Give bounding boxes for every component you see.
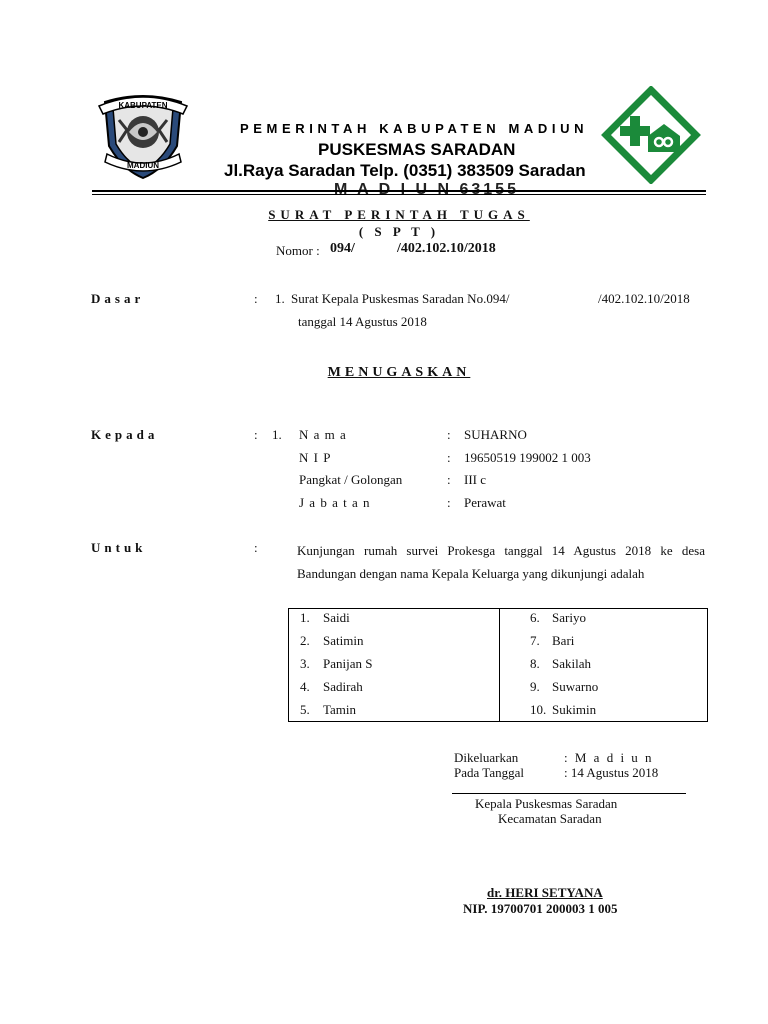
family-no: 2. — [300, 633, 310, 648]
family-name: Sakilah — [552, 656, 591, 671]
family-no: 3. — [300, 656, 310, 671]
family-name: Sukimin — [552, 702, 597, 717]
signer-nip: NIP. 19700701 200003 1 005 — [463, 901, 618, 916]
institution-name: PUSKESMAS SARADAN — [318, 140, 516, 159]
header-rule-thick — [92, 190, 706, 192]
government-name: PEMERINTAH KABUPATEN MADIUN — [240, 121, 589, 136]
field-colon: : — [447, 472, 451, 487]
kabupaten-madiun-emblem-icon — [93, 88, 193, 180]
field-label-pangkat: Pangkat / Golongan — [299, 472, 403, 487]
family-no: 7. — [530, 633, 540, 648]
family-no: 4. — [300, 679, 310, 694]
document-subtitle: ( S P T ) — [358, 224, 440, 239]
document-title: SURAT PERINTAH TUGAS — [268, 207, 530, 222]
dasar-text-a: Surat Kepala Puskesmas Saradan No.094/ — [291, 291, 510, 306]
nomor-part1: 094/ — [330, 241, 355, 256]
field-label-nip: N I P — [299, 450, 332, 465]
dasar-text-line2: tanggal 14 Agustus 2018 — [298, 314, 427, 329]
family-no: 10. — [530, 702, 547, 717]
family-table — [288, 608, 708, 722]
signer-position-line1: Kepala Puskesmas Saradan — [475, 796, 618, 811]
date-value: : 14 Agustus 2018 — [564, 765, 659, 780]
field-value-nama: SUHARNO — [464, 427, 527, 442]
kepada-label: Kepada — [91, 427, 159, 442]
dasar-text-b: /402.102.10/2018 — [598, 291, 690, 306]
signature-rule — [452, 793, 686, 794]
field-colon: : — [447, 450, 451, 465]
issued-value: : M a d i u n — [564, 750, 654, 765]
family-no: 6. — [530, 610, 540, 625]
dasar-colon: : — [254, 291, 258, 306]
field-value-pangkat: III c — [464, 472, 487, 487]
family-name: Panijan S — [323, 656, 373, 671]
nomor-part2: /402.102.10/2018 — [397, 241, 496, 256]
menugaskan-heading: MENUGASKAN — [327, 365, 471, 380]
family-name: Bari — [552, 633, 575, 648]
table-divider — [499, 609, 500, 721]
institution-address: Jl.Raya Saradan Telp. (0351) 383509 Saradan — [224, 161, 586, 180]
untuk-label: Untuk — [91, 540, 147, 555]
family-name: Sadirah — [323, 679, 363, 694]
signer-name: dr. HERI SETYANA — [487, 885, 603, 900]
family-name: Suwarno — [552, 679, 599, 694]
field-colon: : — [447, 427, 451, 442]
family-name: Sariyo — [552, 610, 586, 625]
untuk-colon: : — [254, 540, 258, 555]
emblem-bottom-text: MADIUN — [127, 161, 159, 170]
signer-position-line2: Kecamatan Saradan — [498, 811, 602, 826]
header-rule-thin — [92, 194, 706, 195]
dasar-item-number: 1. — [275, 291, 285, 306]
field-value-jabatan: Perawat — [464, 495, 506, 510]
family-name: Saidi — [323, 610, 350, 625]
date-label: Pada Tanggal — [454, 765, 524, 780]
family-no: 1. — [300, 610, 310, 625]
family-no: 9. — [530, 679, 540, 694]
dasar-label: Dasar — [91, 291, 145, 306]
field-colon: : — [447, 495, 451, 510]
field-label-nama: N a m a — [299, 427, 347, 442]
nomor-label: Nomor : — [276, 243, 320, 258]
family-no: 8. — [530, 656, 540, 671]
family-name: Tamin — [323, 702, 357, 717]
issued-label: Dikeluarkan — [454, 750, 519, 765]
family-name: Satimin — [323, 633, 364, 648]
puskesmas-logo-icon — [598, 86, 704, 184]
field-label-jabatan: J a b a t a n — [299, 495, 371, 510]
untuk-text: Kunjungan rumah survei Prokesga tanggal 14 Agustus 2018 ke desa Bandungan dengan nama Kepala Keluarga yang dikunjungi adalah — [297, 543, 705, 581]
field-value-nip: 19650519 199002 1 003 — [464, 450, 591, 465]
kepada-colon: : — [254, 427, 258, 442]
emblem-top-text: KABUPATEN — [118, 101, 168, 110]
family-no: 5. — [300, 702, 310, 717]
kepada-item-number: 1. — [272, 427, 282, 442]
